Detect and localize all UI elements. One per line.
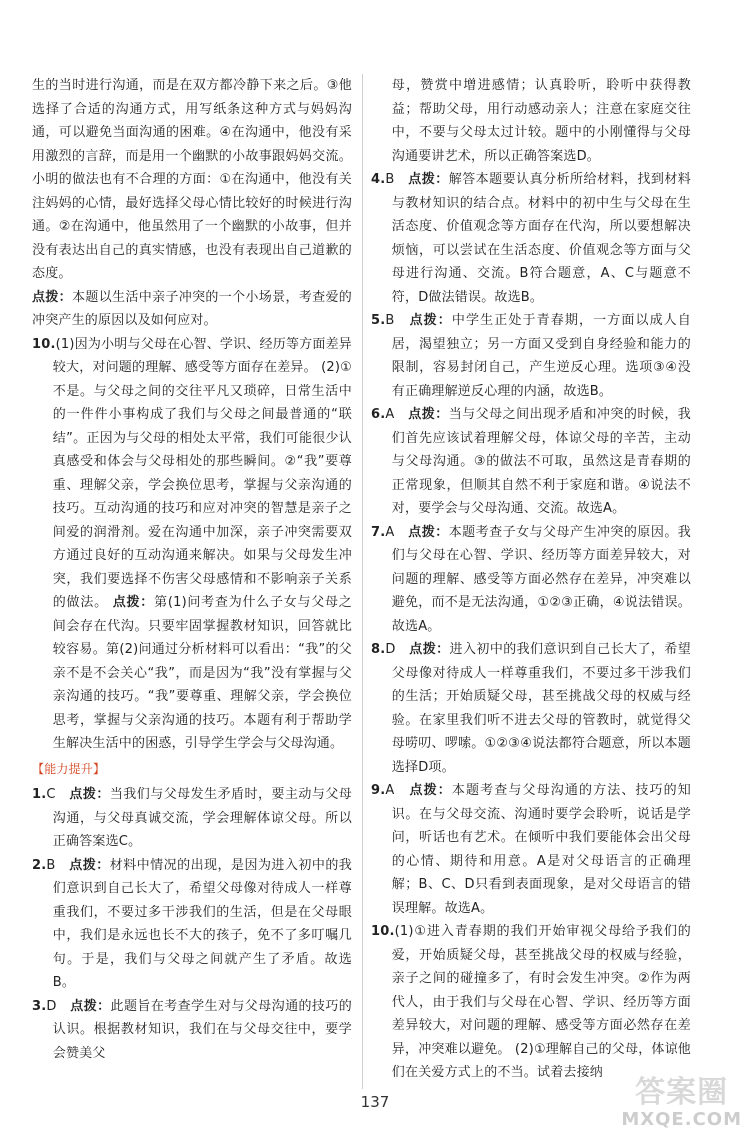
item-text: 当与父母之间出现矛盾和冲突的时候，我们首先应该试着理解父母，体谅父母的辛苦，主动与父母沟通。③的做法不可取，虽然这是青春期的正常现象，但顺其自然不利于家庭和谐。④说法不对，要学会与父母沟通、交流。故选A。	[391, 407, 691, 516]
item-number: 6.	[371, 407, 386, 422]
item-answer: B	[46, 857, 56, 873]
answer-text: (1)因为小明与父母在心智、学识、经历等方面差异较大，对问题的理解、感受等方面存在差异。 (2)①不是。与父母之间的交往平凡又琐碎，日常生活中的一件件小事构成了我们与父母之间最普通的“联结”。正因为与父母的相处太平常，我们可能很少认真感受和体会与父母相处的那些瞬间。②“我”要尊重、理解父亲，学会换位思考，掌握与父亲沟通的技巧。互动沟通的技巧和应对冲突的智慧是亲子之间爱的润滑剂。爱在沟通中加深，亲子冲突需要双方通过良好的互动沟通来解决。如果与父母发生冲突，我们要选择不伤害父母感情和不影响亲子关系的做法。	[52, 336, 352, 610]
continuation-paragraph: 母，赞赏中增进感情；认真聆听，聆听中获得教益；帮助父母，用行动感动亲人；注意在家庭交往中，不要与父母太过计较。题中的小刚懂得与父母沟通要讲艺术，所以正确答案选D。	[391, 78, 691, 164]
answer-item	[32, 854, 352, 995]
tip-label: 点拨：	[409, 642, 450, 657]
tip-label: 点拨：	[409, 783, 452, 798]
item-answer: B	[385, 313, 395, 328]
item-number: 7.	[371, 524, 386, 540]
right-column	[371, 74, 691, 1085]
answer-item	[371, 168, 691, 309]
intro-paragraph: 生的当时进行沟通，而是在双方都冷静下来之后。③他选择了合适的沟通方式，用写纸条这种方式与妈妈沟通，可以避免当面沟通的困难。④在沟通中，他没有采用激烈的言辞，而是用一个幽默的小故事跟妈妈交流。小明的做法也有不合理的方面：①在沟通中，他没有关注妈妈的心情，最好选择父母心情比较好的时候进行沟通。②在沟通中，他虽然用了一个幽默的小故事，但并没有表达出自己的真实情感，也没有表现出自己道歉的态度。	[32, 78, 352, 281]
item-text: 此题旨在考查学生对与父母沟通的技巧的认识。根据教材知识，我们在与父母交往中，要学会赞美父	[52, 998, 352, 1061]
item-answer: A	[385, 524, 395, 540]
item-number: 4.	[371, 172, 386, 187]
item-text: 进入初中的我们意识到自己长大了，希望父母像对待成人一样尊重我们，不要过多干涉我们的生活；开始质疑父母，甚至挑战父母的权威与经验。在家里我们听不进去父母的管教时，就觉得父母唠叨、啰嗦。①②③④说法都符合题意，所以本题选择D项。	[391, 642, 691, 775]
item-answer: C	[46, 787, 56, 802]
item-text: 中学生正处于青春期，一方面以成人自居，渴望独立；另一方面又受到自身经验和能力的限制，容易封闭自己，产生逆反心理。选项③④没有正确理解逆反心理的内涵，故选B。	[391, 313, 692, 399]
item-number: 1.	[32, 787, 47, 802]
answer-item	[371, 309, 691, 403]
page-number: 137	[360, 1093, 390, 1111]
left-column	[32, 74, 352, 1065]
item-answer: B	[385, 172, 395, 187]
item-text: 本题考查子女与父母产生冲突的原因。我们与父母在心智、学识、经历等方面差异较大，对问题的理解、感受等方面必然存在差异，冲突难以避免，而不是无法沟通，①②③正确，④说法错误。故选A。	[391, 524, 691, 634]
tip-label: 点拨：	[409, 313, 452, 328]
answer-item	[32, 783, 352, 854]
item-number: 5.	[371, 313, 386, 328]
tip-text: 本题以生活中亲子冲突的一个小场景，考查爱的冲突产生的原因以及如何应对。	[32, 289, 353, 328]
answer-item	[371, 779, 691, 920]
watermark-logo	[621, 1076, 742, 1130]
item-text: (1)①进入青春期的我们开始审视父母给予我们的爱，开始质疑父母，甚至挑战父母的权威与经验，亲子之间的碰撞多了，有时会发生冲突。②作为两代人，由于我们与父母在心智、学识、经历等方面差异较大，对问题的理解、感受等方面必然存在差异，冲突难以避免。 (2)①理解自己的父母，体谅他们在关爱方式上的不当。试着去接纳	[391, 924, 691, 1080]
tip-label: 点拨：	[408, 172, 449, 187]
answer-item	[371, 638, 691, 779]
item-number: 8.	[371, 642, 386, 657]
column-divider	[362, 74, 363, 1089]
watermark-title: 答案圈	[635, 1075, 729, 1110]
tip-label: 点拨：	[112, 595, 155, 610]
tip-label: 点拨：	[32, 289, 73, 305]
tip-label: 点拨：	[69, 857, 110, 873]
question-10	[32, 333, 352, 756]
item-answer: D	[385, 642, 396, 657]
question-number: 10.	[32, 336, 56, 352]
item-number: 3.	[32, 998, 47, 1014]
item-text: 当我们与父母发生矛盾时，要主动与父母沟通，与父母真诚交流，学会理解体谅父母。所以正确答案选C。	[52, 787, 352, 849]
section-heading: 【 能力提升 】	[32, 758, 352, 782]
answer-item	[32, 995, 352, 1066]
item-text: 本题考查与父母沟通的方法、技巧的知识。在与父母交流、沟通时要学会聆听，说话是学问，听话也有艺术。在倾听中我们要能体会出父母的心情、期待和用意。A是对父母语言的正确理解；B、C、D只看到表面现象，是对父母语言的错误理解。故选A。	[391, 783, 691, 916]
tip-label: 点拨：	[408, 407, 449, 422]
answer-item	[371, 521, 691, 639]
tip-label: 点拨：	[408, 524, 449, 540]
watermark-url: MXQE.COM	[621, 1109, 742, 1130]
answer-item	[371, 403, 691, 521]
tip-label: 点拨：	[69, 787, 110, 802]
tip-label: 点拨：	[70, 998, 111, 1014]
tip-text: 第(1)问考查为什么子女与父母之间会存在代沟。只要牢固掌握教材知识，回答就比较容易。第(2)问通过分析材料可以看出：“我”的父亲不是不会关心“我”，而是因为“我”没有掌握与父亲沟通的技巧。“我”要尊重、理解父亲，学会换位思考，掌握与父亲沟通的技巧。本题有利于帮助学生解决生活中的困惑，引导学生学会与父母沟通。	[52, 595, 352, 751]
item-answer: D	[46, 998, 57, 1014]
item-text: 解答本题要认真分析所给材料，找到材料与教材知识的结合点。材料中的初中生与父母在生活态度、价值观念等方面存在代沟，所以要想解决烦恼，可以尝试在生活态度、价值观念等方面与父母进行沟通、交流。B符合题意，A、C与题意不符，D做法错误。故选B。	[391, 172, 692, 305]
item-text: 材料中情况的出现，是因为进入初中的我们意识到自己长大了，希望父母像对待成人一样尊重我们，不要过多干涉我们的生活，但是在父母眼中，我们是永远也长不大的孩子，免不了多叮嘱几句。于是，我们与父母之间就产生了矛盾。故选B。	[52, 857, 353, 990]
item-number: 2.	[32, 857, 47, 873]
item-answer: A	[385, 407, 395, 422]
tip-paragraph	[32, 286, 352, 333]
item-answer: A	[385, 783, 395, 798]
answer-item	[371, 920, 691, 1085]
item-number: 10.	[371, 924, 395, 939]
item-number: 9.	[371, 783, 386, 798]
